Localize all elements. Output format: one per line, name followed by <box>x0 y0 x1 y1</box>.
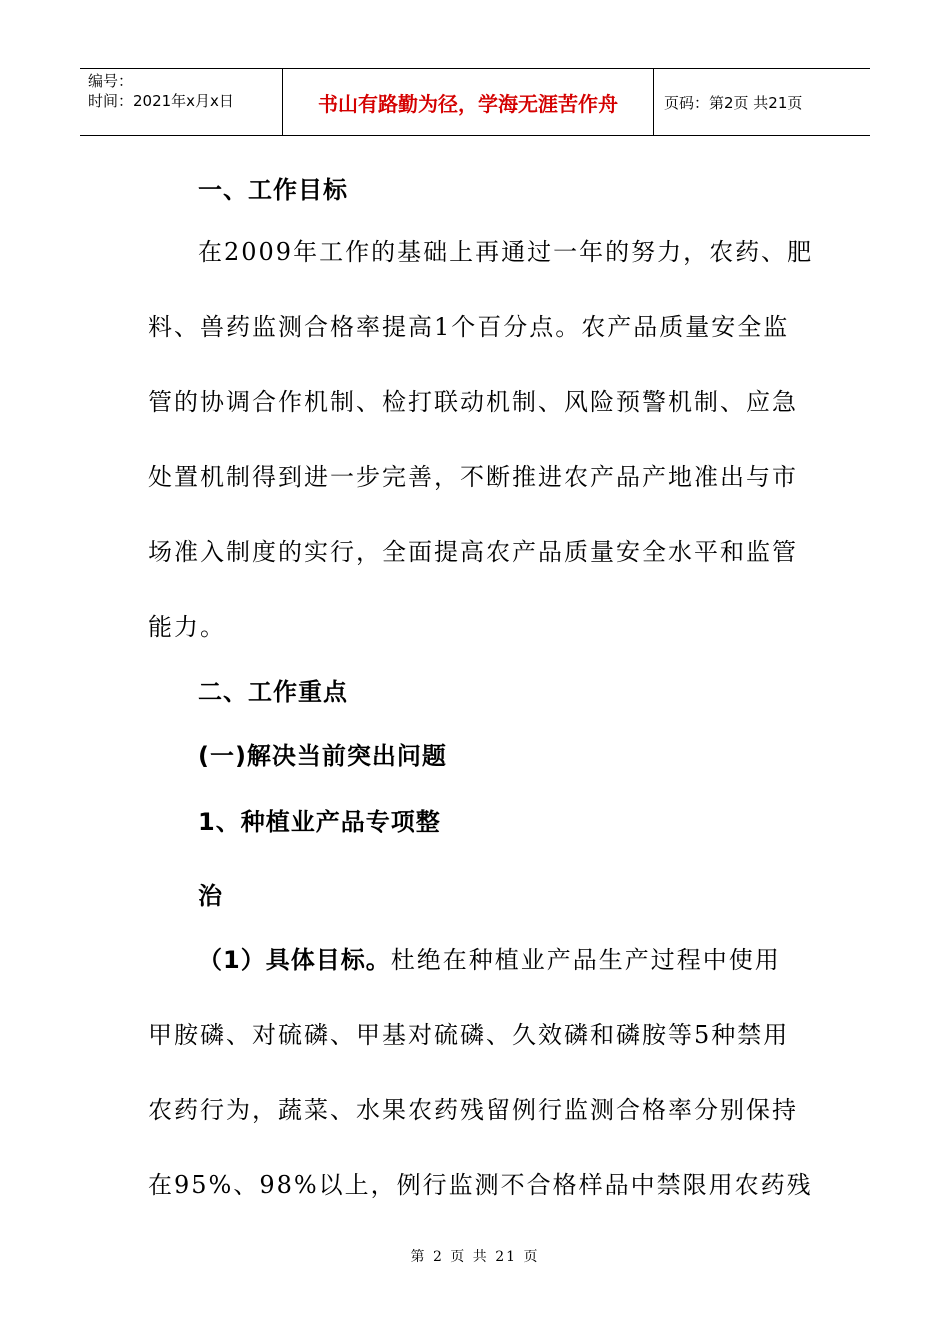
paragraph-line: 场准入制度的实行，全面提高农产品质量安全水平和监管 <box>148 538 798 566</box>
header-meta <box>80 69 282 135</box>
paragraph-line: 能力。 <box>148 613 226 641</box>
section-heading-focus: 二、工作重点 <box>198 678 348 706</box>
specific-goal-text: 杜绝在种植业产品生产过程中使用 <box>390 946 781 974</box>
header-page-number: 页码：第2页 共21页 <box>664 93 803 112</box>
paragraph-line: 在2009年工作的基础上再通过一年的努力，农药、肥 <box>198 238 814 266</box>
paragraph-line: 在95%、98%以上，例行监测不合格样品中禁限用农药残 <box>148 1171 813 1199</box>
paragraph-line: 处置机制得到进一步完善，不断推进农产品产地准出与市 <box>148 463 798 491</box>
paragraph-line: 农药行为，蔬菜、水果农药残留例行监测合格率分别保持 <box>148 1096 798 1124</box>
specific-goal-label: （1）具体目标。 <box>198 946 391 974</box>
page-footer: 第 2 页 共 21 页 <box>410 1249 540 1265</box>
section-heading-goals: 一、工作目标 <box>198 176 348 204</box>
document-number-label: 编号： <box>88 72 134 90</box>
paragraph-line: 管的协调合作机制、检打联动机制、风险预警机制、应急 <box>148 388 798 416</box>
item-heading-continued: 治 <box>198 882 223 910</box>
paragraph-line: 料、兽药监测合格率提高1个百分点。农产品质量安全监 <box>148 313 790 341</box>
paragraph-line: 甲胺磷、对硫磷、甲基对硫磷、久效磷和磷胺等5种禁用 <box>148 1021 790 1049</box>
item-heading: 1、种植业产品专项整 <box>198 808 441 836</box>
subsection-heading: (一)解决当前突出问题 <box>198 742 447 770</box>
document-time-label: 时间：2021年x月x日 <box>88 92 234 110</box>
paragraph-line-first <box>198 940 781 975</box>
header-motto: 书山有路勤为径，学海无涯苦作舟 <box>282 69 654 135</box>
page-header <box>80 68 870 136</box>
